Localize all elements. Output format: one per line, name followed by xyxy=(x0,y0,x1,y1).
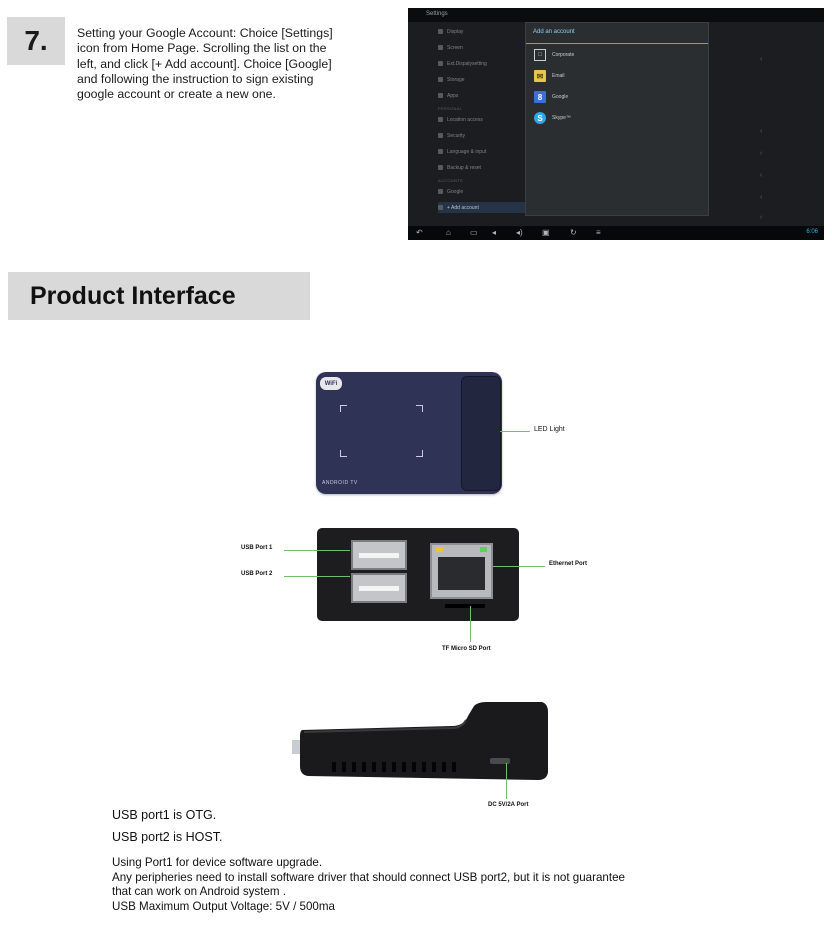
sidebar-item-security[interactable] xyxy=(438,130,465,141)
corner-mark xyxy=(416,405,423,412)
refresh-icon[interactable]: ↻ xyxy=(570,228,577,237)
sidebar-item-ext-display[interactable] xyxy=(438,58,487,69)
chevron-right-icon: ‹ xyxy=(760,172,763,179)
sidebar-item-label: + Add account xyxy=(447,204,479,211)
para-line: that can work on Android system . xyxy=(112,885,286,898)
label-tf-port: TF Micro SD Port xyxy=(442,646,491,652)
ethernet-jack xyxy=(438,557,485,590)
settings-title: Settings xyxy=(426,11,448,17)
account-option-label: Google xyxy=(552,94,569,100)
account-option-corporate[interactable] xyxy=(534,47,574,63)
tf-card-slot xyxy=(445,604,485,608)
sidebar-item-label: Ext.Dispalysetting xyxy=(447,60,487,67)
chevron-right-icon: ‹ xyxy=(760,214,763,221)
dc-jack xyxy=(490,758,510,764)
sidebar-item-storage[interactable] xyxy=(438,74,465,85)
corporate-icon: □ xyxy=(534,49,546,61)
add-account-dialog xyxy=(525,22,709,216)
device-brand: ANDROID TV xyxy=(322,480,358,486)
menu-icon[interactable]: ≡ xyxy=(596,228,601,237)
ethernet-port xyxy=(430,543,493,599)
label-ethernet-port: Ethernet Port xyxy=(549,561,588,567)
chevron-right-icon: ‹ xyxy=(760,194,763,201)
sidebar-item-label: Security xyxy=(447,132,466,139)
account-option-google[interactable] xyxy=(534,89,568,105)
sidebar-section-personal: PERSONAL xyxy=(438,106,463,111)
corner-mark xyxy=(416,450,423,457)
language-icon xyxy=(438,149,443,154)
sidebar-item-label: Storage xyxy=(447,76,465,83)
apps-icon xyxy=(438,93,443,98)
device-top-view xyxy=(316,372,502,494)
device-port-view xyxy=(317,528,519,621)
email-icon: ✉ xyxy=(534,70,546,82)
sidebar-item-label: Location access xyxy=(447,116,483,123)
corner-mark xyxy=(340,405,347,412)
sidebar-item-display[interactable] xyxy=(438,26,463,37)
chevron-right-icon: ‹ xyxy=(760,56,763,63)
google-icon: 8 xyxy=(534,91,546,103)
account-option-email[interactable] xyxy=(534,68,565,84)
account-option-label: Corporate xyxy=(552,52,575,58)
storage-icon xyxy=(438,77,443,82)
account-option-label: Email xyxy=(552,73,565,79)
sidebar-item-language[interactable] xyxy=(438,146,486,157)
sidebar-item-label: Screen xyxy=(447,44,463,51)
step-line: left, and click [+ Add account]. Choice [Google] xyxy=(77,56,332,71)
step-line: Setting your Google Account: Choice [Settings] xyxy=(77,26,333,40)
section-header xyxy=(8,272,310,320)
status-clock: 6:06 xyxy=(806,229,818,235)
step-line: and following the instruction to sign existing xyxy=(77,71,314,86)
step-number: 7. xyxy=(24,25,48,56)
ethernet-led-green xyxy=(480,547,487,552)
sidebar-item-label: Display xyxy=(447,28,464,35)
sidebar-item-label: Apps xyxy=(447,92,459,99)
ethernet-led-yellow xyxy=(436,547,443,552)
usb-tongue xyxy=(359,553,399,558)
para-line: Using Port1 for device software upgrade. xyxy=(112,856,323,869)
label-led-light: LED Light xyxy=(534,426,565,433)
leader-line-dc xyxy=(506,763,507,799)
screenshot-icon[interactable]: ▣ xyxy=(542,228,550,237)
sidebar-item-location[interactable] xyxy=(438,114,483,125)
sidebar-item-label: Google xyxy=(447,188,464,195)
sidebar-section-accounts: ACCOUNTS xyxy=(438,178,463,183)
dialog-title: Add an account xyxy=(533,29,575,35)
chevron-right-icon: ‹ xyxy=(760,150,763,157)
step-line: icon from Home Page. Scrolling the list on the xyxy=(77,41,327,56)
device-side-svg xyxy=(292,702,550,782)
sidebar-item-google[interactable] xyxy=(438,186,463,197)
wifi-logo-icon: WiFi xyxy=(320,377,342,390)
android-navbar xyxy=(408,226,824,240)
label-dc-port: DC 5V/2A Port xyxy=(488,802,529,808)
leader-line-ethernet xyxy=(493,566,545,567)
chevron-right-icon: ‹ xyxy=(760,128,763,135)
para-line: Any peripheries need to install software driver that should connect USB port2, but it is not guarantee xyxy=(112,870,625,884)
usb-port-2 xyxy=(351,573,407,603)
dialog-header xyxy=(526,23,708,44)
step-instructions xyxy=(77,26,397,102)
corner-mark xyxy=(340,450,347,457)
leader-line-usb1 xyxy=(284,550,350,551)
volume-down-icon[interactable]: ◂ xyxy=(492,228,497,237)
ext-display-icon xyxy=(438,61,443,66)
note-usb2: USB port2 is HOST. xyxy=(112,830,223,844)
sidebar-item-backup[interactable] xyxy=(438,162,481,173)
usb-port-1 xyxy=(351,540,407,570)
plus-icon xyxy=(438,205,443,210)
note-usb1: USB port1 is OTG. xyxy=(112,808,217,822)
recent-apps-icon[interactable]: ▭ xyxy=(470,228,478,237)
device-side-view xyxy=(292,702,550,782)
skype-icon: S xyxy=(534,112,546,124)
home-icon[interactable]: ⌂ xyxy=(446,228,451,237)
usb-tongue xyxy=(359,586,399,591)
location-icon xyxy=(438,117,443,122)
step-line: google account or create a new one. xyxy=(77,87,276,102)
leader-line-usb2 xyxy=(284,576,350,577)
google-icon xyxy=(438,189,443,194)
settings-screenshot xyxy=(408,8,824,240)
lock-icon xyxy=(438,133,443,138)
backup-icon xyxy=(438,165,443,170)
label-usb-port-2: USB Port 2 xyxy=(241,571,273,577)
label-usb-port-1: USB Port 1 xyxy=(241,545,273,551)
account-option-skype[interactable] xyxy=(534,110,571,126)
settings-titlebar xyxy=(408,8,824,22)
step-number-box xyxy=(7,17,65,65)
sidebar-item-label: Backup & reset xyxy=(447,164,481,171)
account-option-label: Skype™ xyxy=(552,115,571,121)
leader-line-tf xyxy=(470,606,471,642)
para-line: USB Maximum Output Voltage: 5V / 500ma xyxy=(112,899,335,913)
sidebar-item-screen[interactable] xyxy=(438,42,463,53)
back-icon[interactable]: ↶ xyxy=(416,228,423,237)
display-icon xyxy=(438,29,443,34)
sidebar-item-apps[interactable] xyxy=(438,90,458,101)
sidebar-item-label: Language & input xyxy=(447,148,487,155)
led-panel xyxy=(461,376,501,491)
screen-icon xyxy=(438,45,443,50)
usage-paragraph xyxy=(112,856,732,914)
sidebar-item-add-account[interactable] xyxy=(438,202,530,213)
leader-line-led xyxy=(500,431,530,432)
volume-up-icon[interactable]: ◂) xyxy=(516,228,523,237)
section-title: Product Interface xyxy=(30,281,236,310)
settings-sidebar xyxy=(438,24,530,232)
